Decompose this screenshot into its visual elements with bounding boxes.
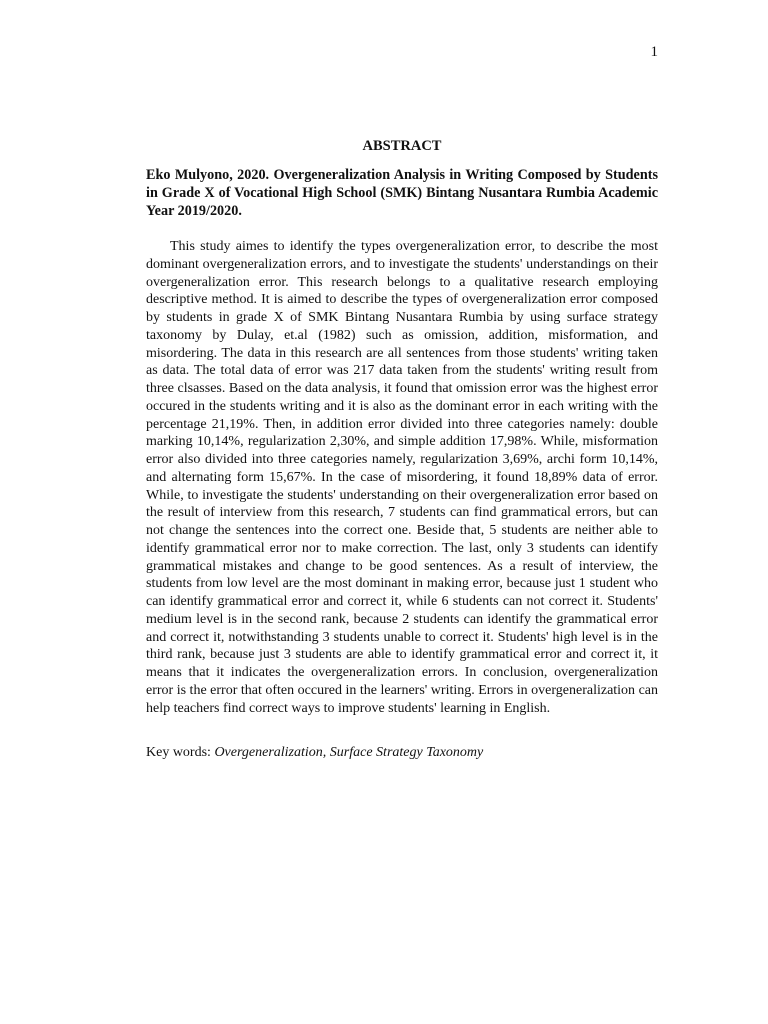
- abstract-citation: Eko Mulyono, 2020. Overgeneralization Analysis in Writing Composed by Students in Grade X of Vocational High School (SMK) Bintang Nusantara Rumbia Academic Year 2019/2020.: [146, 167, 658, 219]
- keywords-line: [146, 745, 658, 761]
- page-number: 1: [650, 44, 658, 60]
- abstract-heading: ABSTRACT: [362, 138, 442, 154]
- keywords-label: Key words:: [146, 745, 211, 761]
- abstract-section: [146, 138, 658, 761]
- keywords-items: Overgeneralization, Surface Strategy Taxonomy: [214, 745, 484, 761]
- abstract-body: This study aimes to identify the types overgeneralization error, to describe the most dominant overgeneralization errors, and to investigate the students' understandings on their overgeneralization error. This research belongs to a qualitative research employing descriptive method. It is aimed to describe the types of overgeneralization error composed by students in grade X of SMK Bintang Nusantara Rumbia by using surface strategy taxonomy by Dulay, et.al (1982) such as omission, addition, misformation, and misordering. The data in this research are all sentences from those students' writing taken as data. The total data of error was 217 data taken from the students' writing result from three clsasses. Based on the data analysis, it found that omission error was the highest error occured in the students writing and it is also as the dominant error in each writing with the percentage 21,19%. Then, in addition error divided into three categories namely: double marking 10,14%, regularization 2,30%, and simple addition 17,98%. While, misformation error also divided into three categories namely, regularization 3,69%, archi form 10,14%, and alternating form 15,67%. In the case of misordering, it found 18,89% data of error. While, to investigate the students' understanding on their overgeneralization error based on the result of interview from this research, 7 students can find grammatical errors, but can not change the sentences into the correct one. Beside that, 5 students are neither able to identify grammatical error nor to make correction. The last, only 3 students can identify grammatical mistakes and change to be good sentences. As a result of interview, the students from low level are the most dominant in making error, because just 1 student who can identify grammatical error and correct it, while 6 students can not correct it. Students' medium level is in the second rank, because 2 students can identify the grammatical error and correct it, notwithstanding 3 students unable to correct it. Students' high level is in the third rank, because just 3 students are able to identify grammatical error and correct it, it means that it indicates the overgeneralization errors. In conclusion, overgeneralization error is the error that often occured in the learners' writing. Errors in overgeneralization can help teachers find correct ways to improve students' learning in English.: [146, 239, 658, 716]
